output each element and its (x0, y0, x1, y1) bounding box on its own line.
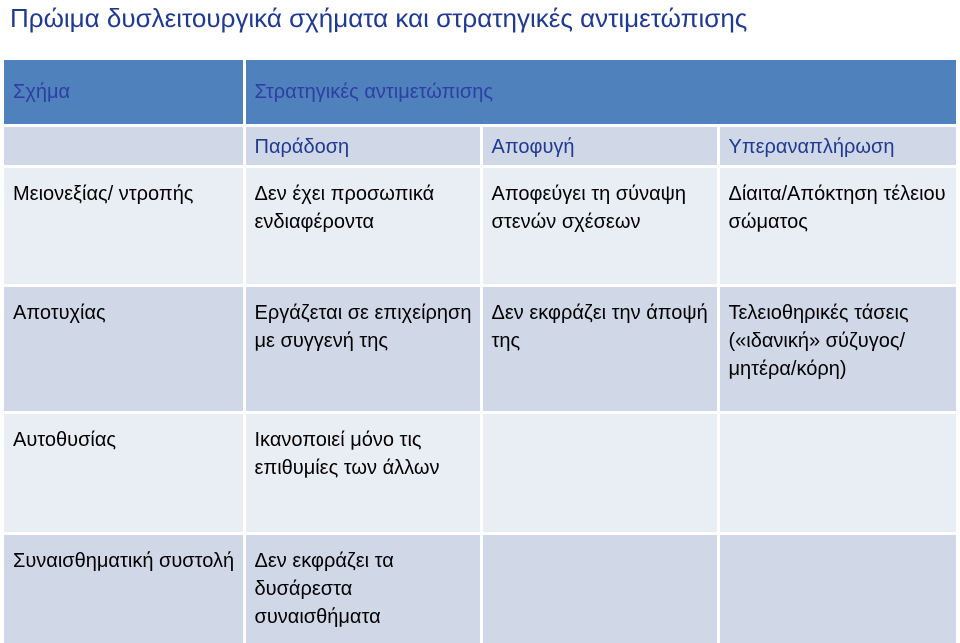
avoidance-cell (481, 534, 718, 643)
avoidance-cell (481, 413, 718, 534)
surrender-cell: Δεν έχει προσωπικά ενδιαφέροντα (244, 167, 481, 286)
avoidance-cell: Αποφεύγει τη σύναψη στενών σχέσεων (481, 167, 718, 286)
page-title: Πρώιμα δυσλειτουργικά σχήματα και στρατηγικές αντιμετώπισης (10, 2, 955, 34)
overcompensation-cell: Τελειοθηρικές τάσεις («ιδανική» σύζυγος/μητέρα/κόρη) (718, 286, 956, 413)
subheader-overcompensation: Υπεραναπλήρωση (718, 126, 956, 167)
table-row (4, 534, 956, 643)
table-subheader-row (4, 126, 956, 167)
surrender-cell: Εργάζεται σε επιχείρηση με συγγενή της (244, 286, 481, 413)
subheader-surrender: Παράδοση (244, 126, 481, 167)
overcompensation-cell: Δίαιτα/Απόκτηση τέλειου σώματος (718, 167, 956, 286)
table-row (4, 413, 956, 534)
table-row (4, 286, 956, 413)
overcompensation-cell (718, 534, 956, 643)
schema-cell: Αποτυχίας (4, 286, 244, 413)
schema-cell: Αυτοθυσίας (4, 413, 244, 534)
avoidance-cell: Δεν εκφράζει την άποψή της (481, 286, 718, 413)
table-row (4, 167, 956, 286)
overcompensation-cell (718, 413, 956, 534)
surrender-cell: Δεν εκφράζει τα δυσάρεστα συναισθήματα (244, 534, 481, 643)
header-schema: Σχήμα (4, 60, 244, 126)
schema-cell: Μειονεξίας/ ντροπής (4, 167, 244, 286)
table-header-row (4, 60, 956, 126)
schema-strategy-table (4, 60, 956, 643)
schema-cell: Συναισθηματική συστολή (4, 534, 244, 643)
subheader-avoidance: Αποφυγή (481, 126, 718, 167)
header-strategies: Στρατηγικές αντιμετώπισης (244, 60, 956, 126)
surrender-cell: Ικανοποιεί μόνο τις επιθυμίες των άλλων (244, 413, 481, 534)
subheader-empty (4, 126, 244, 167)
